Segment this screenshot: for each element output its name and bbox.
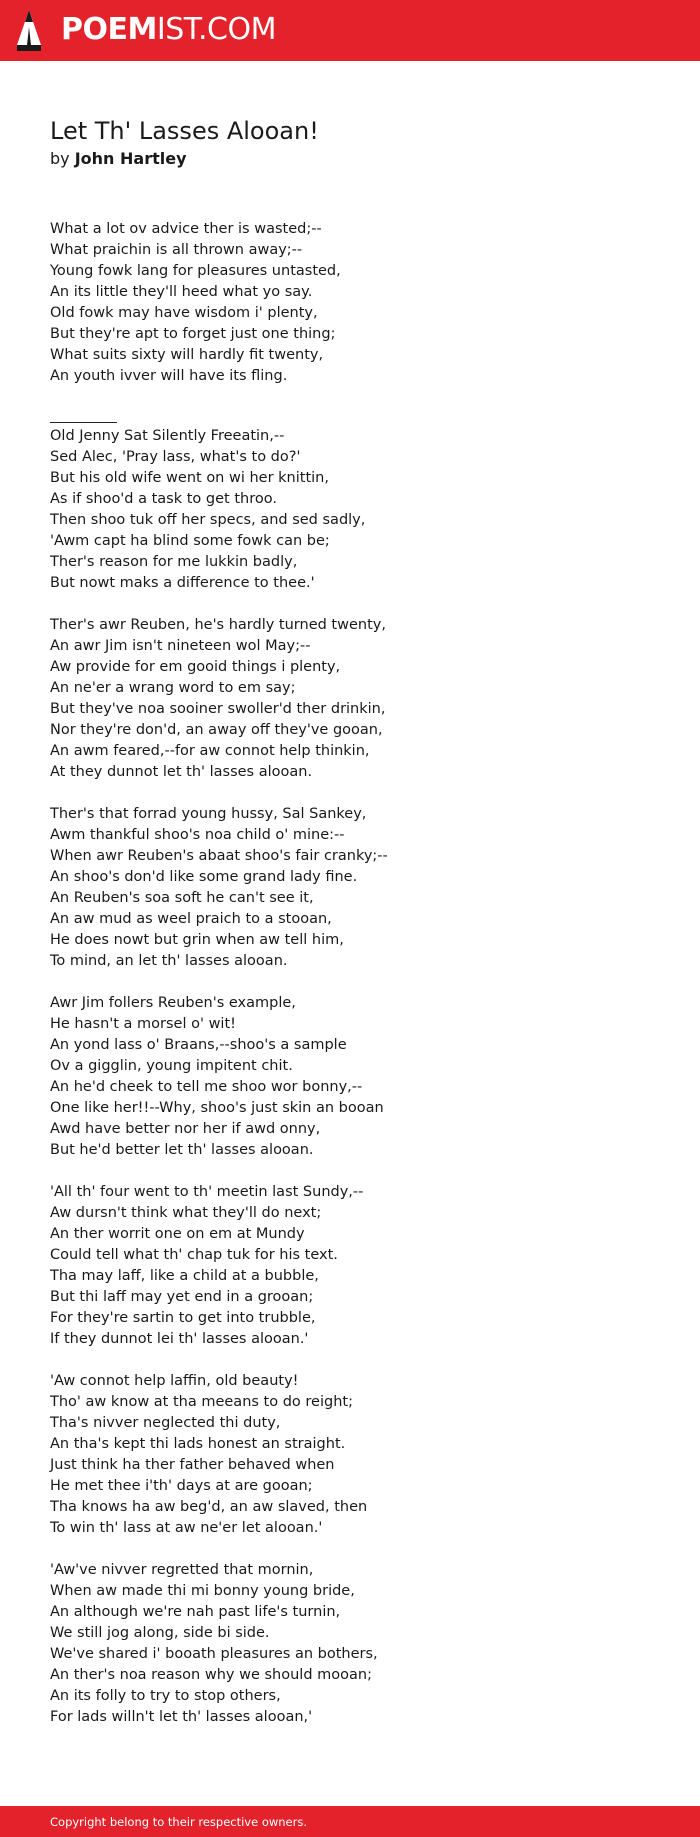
poem-line: An ther worrit one on em at Mundy xyxy=(50,1226,305,1242)
poem-line: Awd have better nor her if awd onny, xyxy=(50,1121,321,1137)
poem-line: Awr Jim follers Reuben's example, xyxy=(50,995,296,1011)
poem-line: But nowt maks a difference to thee.' xyxy=(50,575,315,591)
poem-line: An he'd cheek to tell me shoo wor bonny,-- xyxy=(50,1079,363,1095)
by-label: by xyxy=(50,149,70,168)
poem-line: When aw made thi mi bonny young bride, xyxy=(50,1583,355,1599)
poem-stanza xyxy=(50,1182,650,1350)
poem-line: To mind, an let th' lasses alooan. xyxy=(50,953,288,969)
poem-line: An youth ivver will have its fling. xyxy=(50,368,288,384)
poem-line: Ther's awr Reuben, he's hardly turned twenty, xyxy=(50,617,386,633)
poem-line: But his old wife went on wi her knittin, xyxy=(50,470,329,486)
poem-line: Could tell what th' chap tuk for his text. xyxy=(50,1247,338,1263)
poem-stanza xyxy=(50,1560,650,1728)
poem-stanza xyxy=(50,219,650,387)
poem-line: But they're apt to forget just one thing; xyxy=(50,326,336,342)
poem-stanza xyxy=(50,615,650,783)
poem-line: Old Jenny Sat Silently Freeatin,-- xyxy=(50,428,285,444)
poem-line: He met thee i'th' days at are gooan; xyxy=(50,1478,313,1494)
poem-line: What a lot ov advice ther is wasted;-- xyxy=(50,221,322,237)
poem-line: Tha's nivver neglected thi duty, xyxy=(50,1415,281,1431)
poem-line: Sed Alec, 'Pray lass, what's to do?' xyxy=(50,449,301,465)
poem-line: Young fowk lang for pleasures untasted, xyxy=(50,263,341,279)
site-logo[interactable] xyxy=(61,9,276,51)
section-divider xyxy=(50,422,117,423)
site-header xyxy=(0,0,700,61)
poem-line: But he'd better let th' lasses alooan. xyxy=(50,1142,314,1158)
poem-line: Ther's that forrad young hussy, Sal Sankey, xyxy=(50,806,367,822)
poem-line: An ne'er a wrang word to em say; xyxy=(50,680,296,696)
author-name[interactable]: John Hartley xyxy=(74,149,187,168)
pencil-tip-icon[interactable] xyxy=(16,9,42,52)
poem-line: An aw mud as weel praich to a stooan, xyxy=(50,911,332,927)
poem-line: 'All th' four went to th' meetin last Sundy,-- xyxy=(50,1184,364,1200)
poem-line: One like her!!--Why, shoo's just skin an booan xyxy=(50,1100,384,1116)
poem-line: What suits sixty will hardly fit twenty, xyxy=(50,347,324,363)
poem-line: Tha may laff, like a child at a bubble, xyxy=(50,1268,319,1284)
poem-line: For they're sartin to get into trubble, xyxy=(50,1310,316,1326)
site-footer xyxy=(0,1806,700,1837)
poem-line: Then shoo tuk off her specs, and sed sadly, xyxy=(50,512,366,528)
logo-light-text: IST.COM xyxy=(156,12,276,47)
poem-line: Aw provide for em gooid things i plenty, xyxy=(50,659,341,675)
poem-line: Old fowk may have wisdom i' plenty, xyxy=(50,305,318,321)
poem-line: An awr Jim isn't nineteen wol May;-- xyxy=(50,638,311,654)
poem-line: An Reuben's soa soft he can't see it, xyxy=(50,890,314,906)
poem-line: An shoo's don'd like some grand lady fine. xyxy=(50,869,358,885)
poem-line: When awr Reuben's abaat shoo's fair cranky;-- xyxy=(50,848,388,864)
poem-stanza xyxy=(50,993,650,1161)
poem-line: An its folly to try to stop others, xyxy=(50,1688,281,1704)
poem-line: An tha's kept thi lads honest an straight. xyxy=(50,1436,346,1452)
poem-line: Aw dursn't think what they'll do next; xyxy=(50,1205,322,1221)
poem-line: But they've noa sooiner swoller'd ther drinkin, xyxy=(50,701,386,717)
poem-line: At they dunnot let th' lasses alooan. xyxy=(50,764,313,780)
poem-line: We still jog along, side bi side. xyxy=(50,1625,270,1641)
poem-line: To win th' lass at aw ne'er let alooan.' xyxy=(50,1520,323,1536)
poem-line: As if shoo'd a task to get throo. xyxy=(50,491,277,507)
poem-line: An awm feared,--for aw connot help thinkin, xyxy=(50,743,370,759)
poem-line: Just think ha ther father behaved when xyxy=(50,1457,335,1473)
poem-line: An yond lass o' Braans,--shoo's a sample xyxy=(50,1037,347,1053)
poem-line: Tha knows ha aw beg'd, an aw slaved, then xyxy=(50,1499,368,1515)
poem-byline xyxy=(50,148,187,170)
poem-line: If they dunnot lei th' lasses alooan.' xyxy=(50,1331,309,1347)
poem-line: An ther's noa reason why we should mooan; xyxy=(50,1667,372,1683)
poem-line: He hasn't a morsel o' wit! xyxy=(50,1016,236,1032)
poem-line: But thi laff may yet end in a grooan; xyxy=(50,1289,314,1305)
poem-line: We've shared i' booath pleasures an bothers, xyxy=(50,1646,378,1662)
poem-line: Awm thankful shoo's noa child o' mine:-- xyxy=(50,827,345,843)
poem-stanza xyxy=(50,1371,650,1539)
poem-line: Ov a gigglin, young impitent chit. xyxy=(50,1058,293,1074)
poem-stanza xyxy=(50,426,650,594)
poem-line: 'Aw've nivver regretted that mornin, xyxy=(50,1562,314,1578)
poem-body xyxy=(50,219,650,1749)
poem-title: Let Th' Lasses Alooan! xyxy=(50,117,319,145)
poem-line: Ther's reason for me lukkin badly, xyxy=(50,554,298,570)
poem-stanza xyxy=(50,804,650,972)
poem-line: 'Aw connot help laffin, old beauty! xyxy=(50,1373,299,1389)
poem-line: Nor they're don'd, an away off they've gooan, xyxy=(50,722,383,738)
poem-line: An its little they'll heed what yo say. xyxy=(50,284,313,300)
footer-copyright: Copyright belong to their respective owners. xyxy=(50,1815,308,1829)
poem-line: Tho' aw know at tha meeans to do reight; xyxy=(50,1394,353,1410)
poem-line: 'Awm capt ha blind some fowk can be; xyxy=(50,533,330,549)
poem-line: What praichin is all thrown away;-- xyxy=(50,242,303,258)
logo-bold-text: POEM xyxy=(61,12,157,47)
poem-line: For lads willn't let th' lasses alooan,' xyxy=(50,1709,313,1725)
poem-line: He does nowt but grin when aw tell him, xyxy=(50,932,344,948)
poem-line: An although we're nah past life's turnin, xyxy=(50,1604,341,1620)
